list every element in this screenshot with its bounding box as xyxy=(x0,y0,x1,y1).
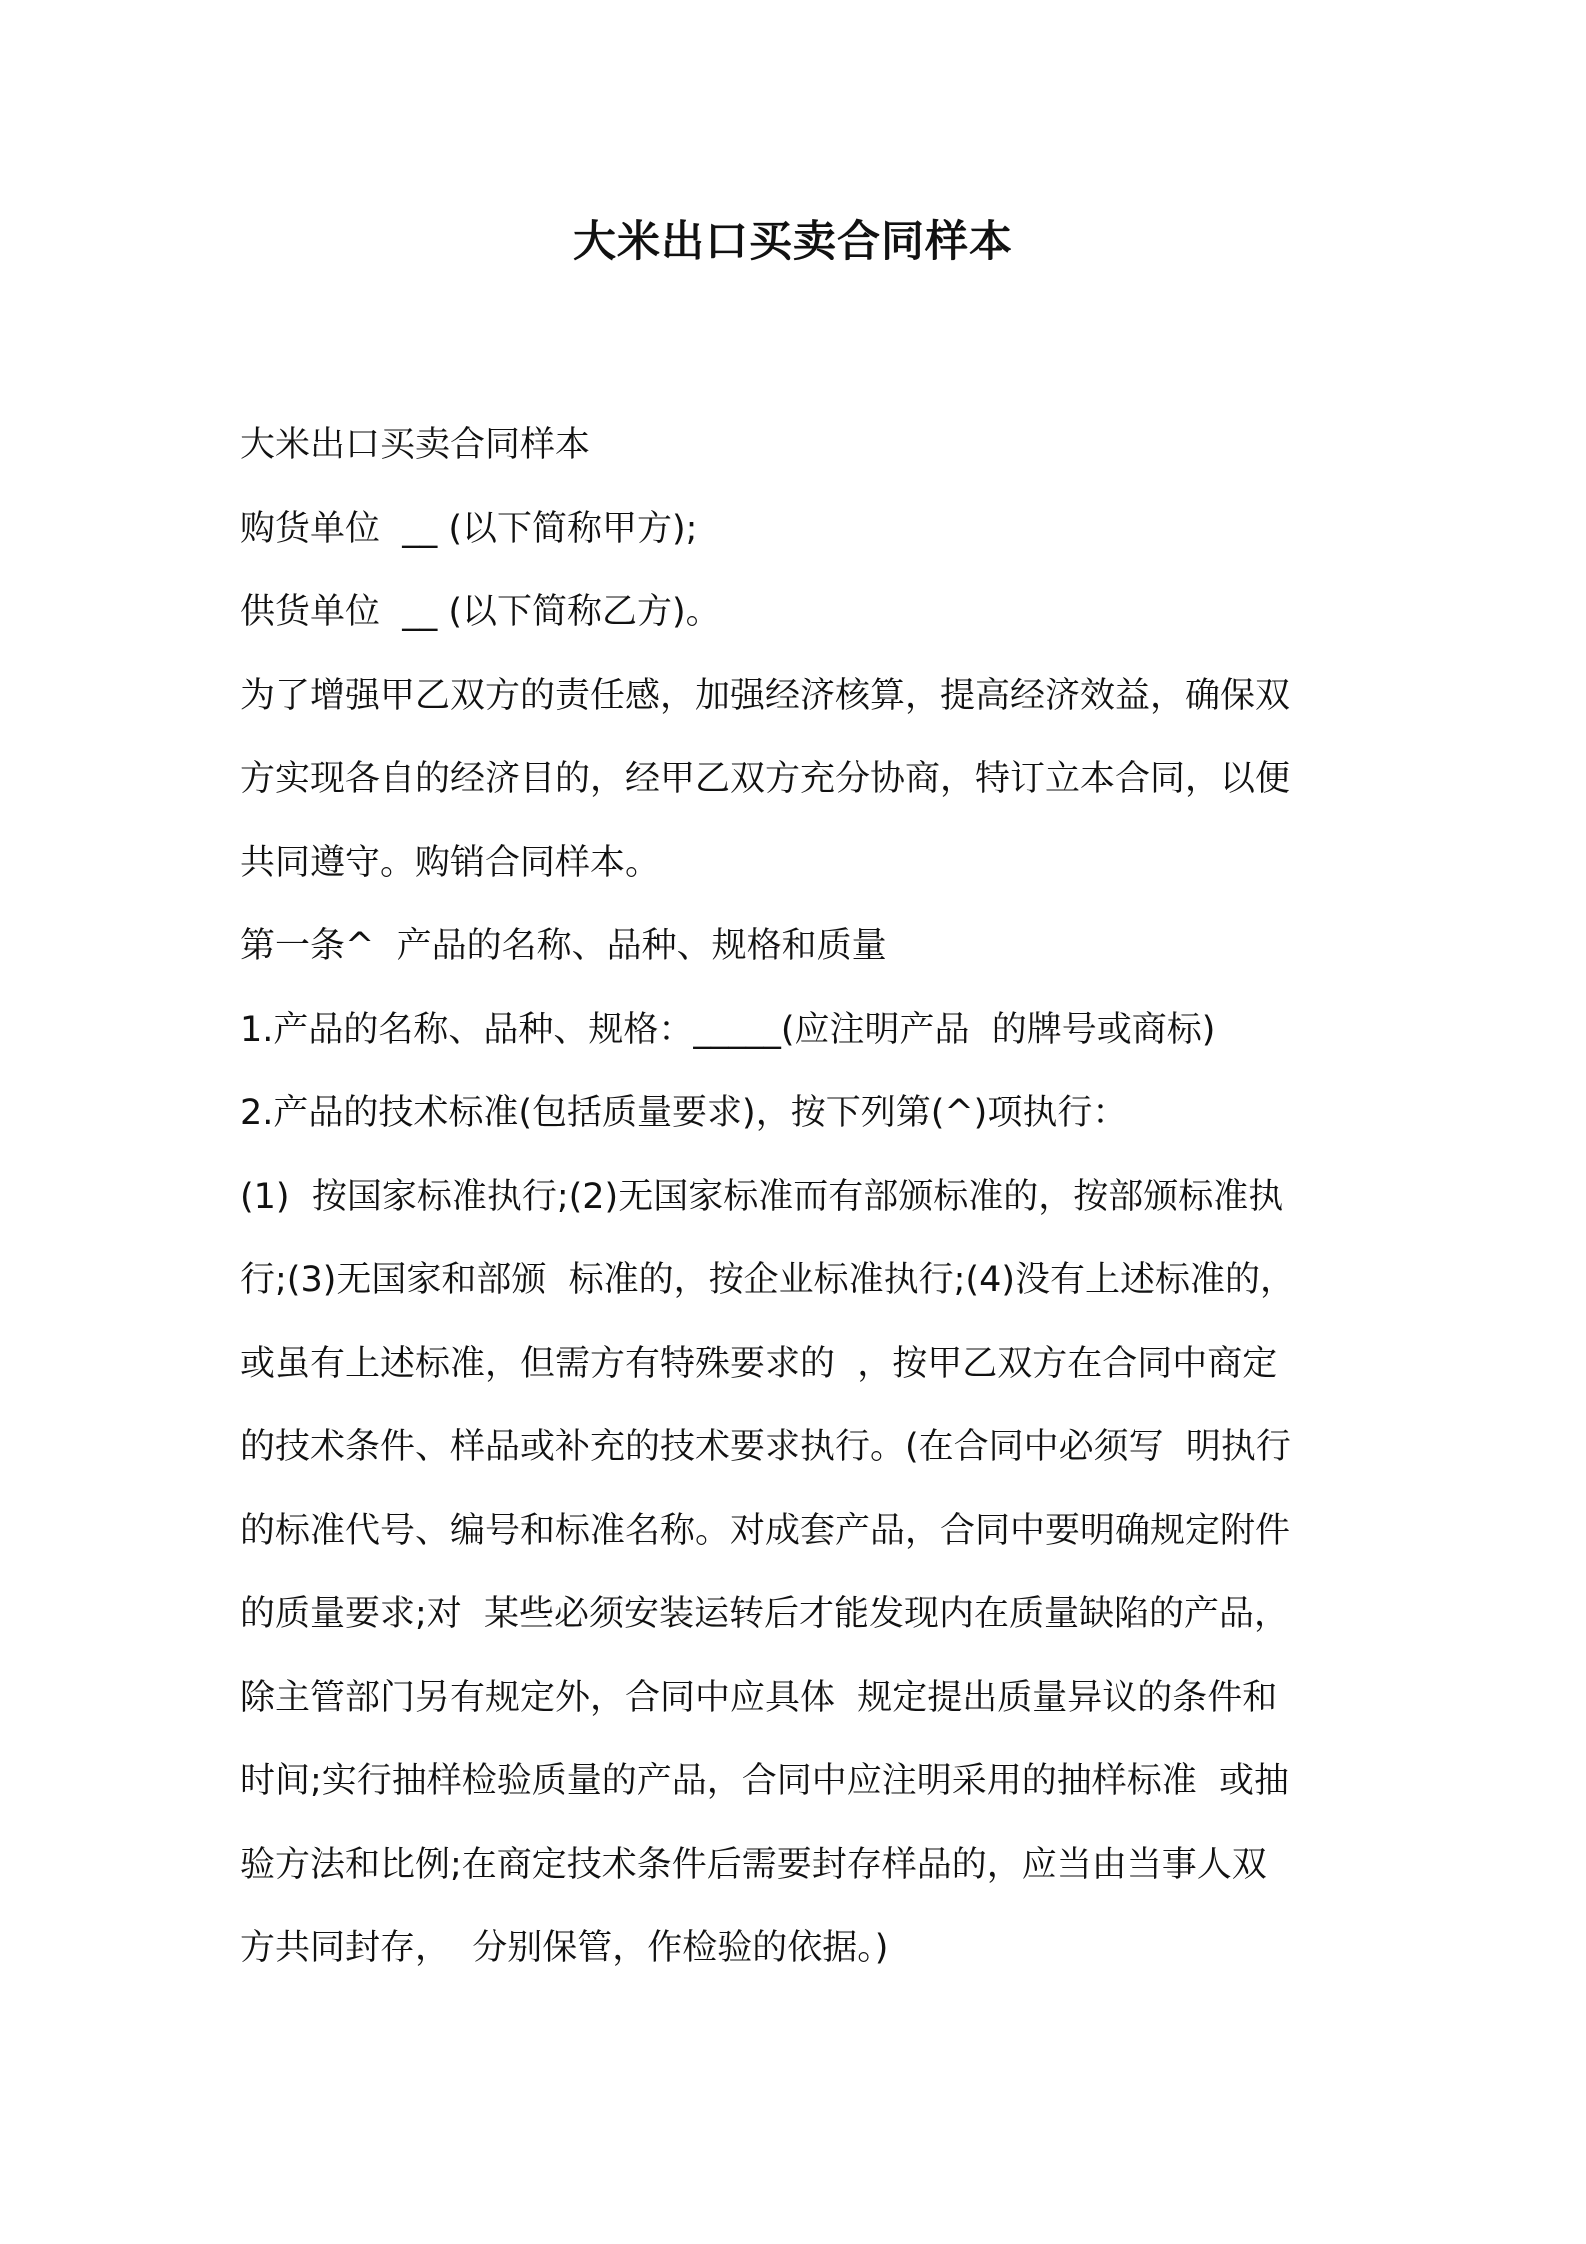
body-line: 方共同封存， 分别保管，作检验的依据。) xyxy=(240,1928,889,1968)
body-line: 的标准代号、编号和标准名称。对成套产品，合同中要明确规定附件 xyxy=(240,1510,1291,1551)
body-line: 第一条^ 产品的名称、品种、规格和质量 xyxy=(240,926,887,966)
body-line: 验方法和比例;在商定技术条件后需要封存样品的，应当由当事人双 xyxy=(240,1844,1267,1885)
body-line: 行;(3)无国家和部颁 标准的，按企业标准执行;(4)没有上述标准的， xyxy=(240,1260,1295,1300)
body-line: 方实现各自的经济目的，经甲乙双方充分协商，特订立本合同，以便 xyxy=(240,759,1291,799)
body-line: 的技术条件、样品或补充的技术要求执行。(在合同中必须写 明执行 xyxy=(240,1427,1291,1467)
body-line: 除主管部门另有规定外，合同中应具体 规定提出质量异议的条件和 xyxy=(240,1677,1278,1718)
body-line: 1.产品的名称、品种、规格：_____(应注明产品 的牌号或商标) xyxy=(240,1009,1216,1050)
body-line: 为了增强甲乙双方的责任感，加强经济核算，提高经济效益，确保双 xyxy=(240,675,1291,716)
document-body xyxy=(240,404,1360,1991)
body-line: 大米出口买卖合同样本 xyxy=(240,425,591,465)
body-line: 的质量要求;对 某些必须安装运转后才能发现内在质量缺陷的产品， xyxy=(240,1594,1290,1634)
body-line: 共同遵守。购销合同样本。 xyxy=(240,842,661,883)
body-line: 2.产品的技术标准(包括质量要求)，按下列第(^)项执行： xyxy=(240,1093,1128,1133)
document-title: 大米出口买卖合同样本 xyxy=(573,217,1013,267)
body-line: 购货单位 __ (以下简称甲方); xyxy=(240,508,698,549)
body-line: 或虽有上述标准，但需方有特殊要求的 ，按甲乙双方在合同中商定 xyxy=(240,1343,1278,1384)
body-line: 供货单位 __ (以下简称乙方)。 xyxy=(240,592,721,632)
body-line: (1) 按国家标准执行;(2)无国家标准而有部颁标准的，按部颁标准执 xyxy=(240,1176,1284,1217)
body-line: 时间;实行抽样检验质量的产品，合同中应注明采用的抽样标准 或抽 xyxy=(240,1761,1290,1801)
